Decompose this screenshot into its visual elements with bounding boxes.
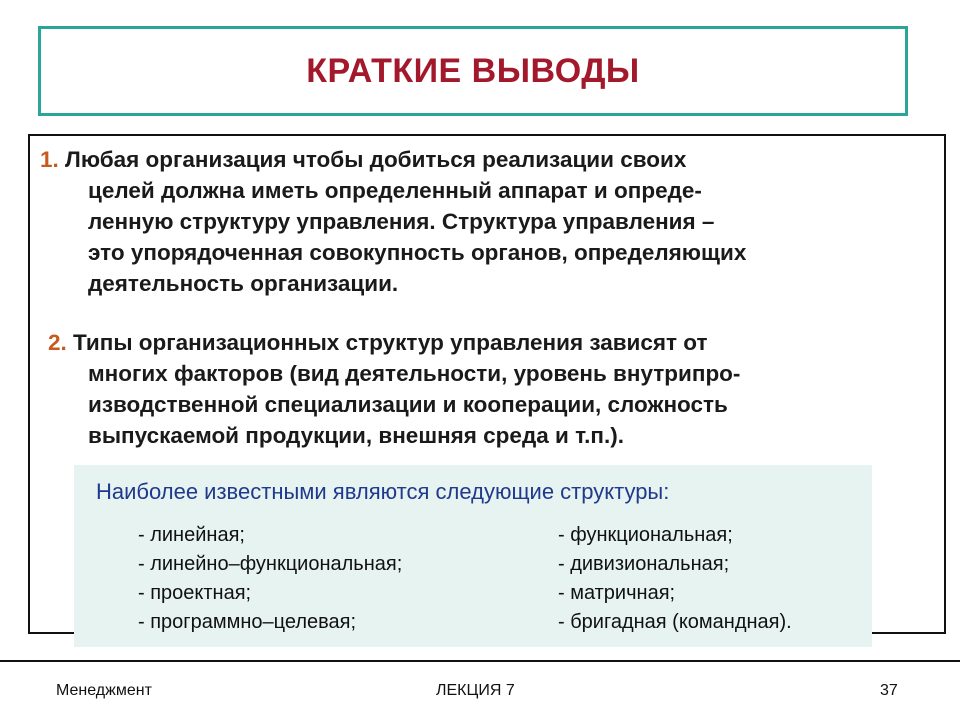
slide-title: КРАТКИЕ ВЫВОДЫ [306, 51, 640, 90]
structures-title: Наиболее известными являются следующие структуры: [96, 479, 670, 504]
footer-lecture: ЛЕКЦИЯ 7 [436, 682, 515, 699]
slide-title-box [38, 26, 908, 116]
point-2-line-1: 2. Типы организационных структур управления зависят от [48, 330, 708, 355]
footer-page-number: 37 [880, 682, 898, 699]
list-item: - линейная; [138, 524, 245, 546]
point-2-line-3: изводственной специализации и кооперации, сложность [88, 392, 728, 417]
point-1-line-4: это упорядоченная совокупность органов, определяющих [88, 240, 747, 265]
point-1 [40, 144, 920, 299]
point-2 [48, 327, 918, 451]
point-1-line-2: целей должна иметь определенный аппарат и опреде- [88, 178, 702, 203]
list-item: - линейно–функциональная; [138, 553, 403, 575]
list-item: - дивизиональная; [558, 553, 730, 575]
point-1-number: 1. [40, 147, 59, 172]
list-item: - функциональная; [558, 524, 733, 546]
list-item: - программно–целевая; [138, 611, 357, 633]
point-2-line-2: многих факторов (вид деятельности, уровень внутрипро- [88, 361, 741, 386]
point-1-line-1: 1. Любая организация чтобы добиться реализации своих [40, 147, 687, 172]
point-2-number: 2. [48, 330, 67, 355]
point-2-line-4: выпускаемой продукции, внешняя среда и т.п.). [88, 423, 624, 448]
list-item: - матричная; [558, 582, 676, 604]
list-item: - бригадная (командная). [558, 611, 792, 633]
structures-panel [74, 465, 872, 647]
structures-right-list [558, 521, 792, 637]
structures-left-list [138, 521, 402, 637]
point-1-line-5: деятельность организации. [88, 271, 399, 296]
list-item: - проектная; [138, 582, 252, 604]
point-1-line-3: ленную структуру управления. Структура управления – [88, 209, 715, 234]
footer-course: Менеджмент [56, 682, 152, 699]
footer-divider [0, 660, 960, 662]
